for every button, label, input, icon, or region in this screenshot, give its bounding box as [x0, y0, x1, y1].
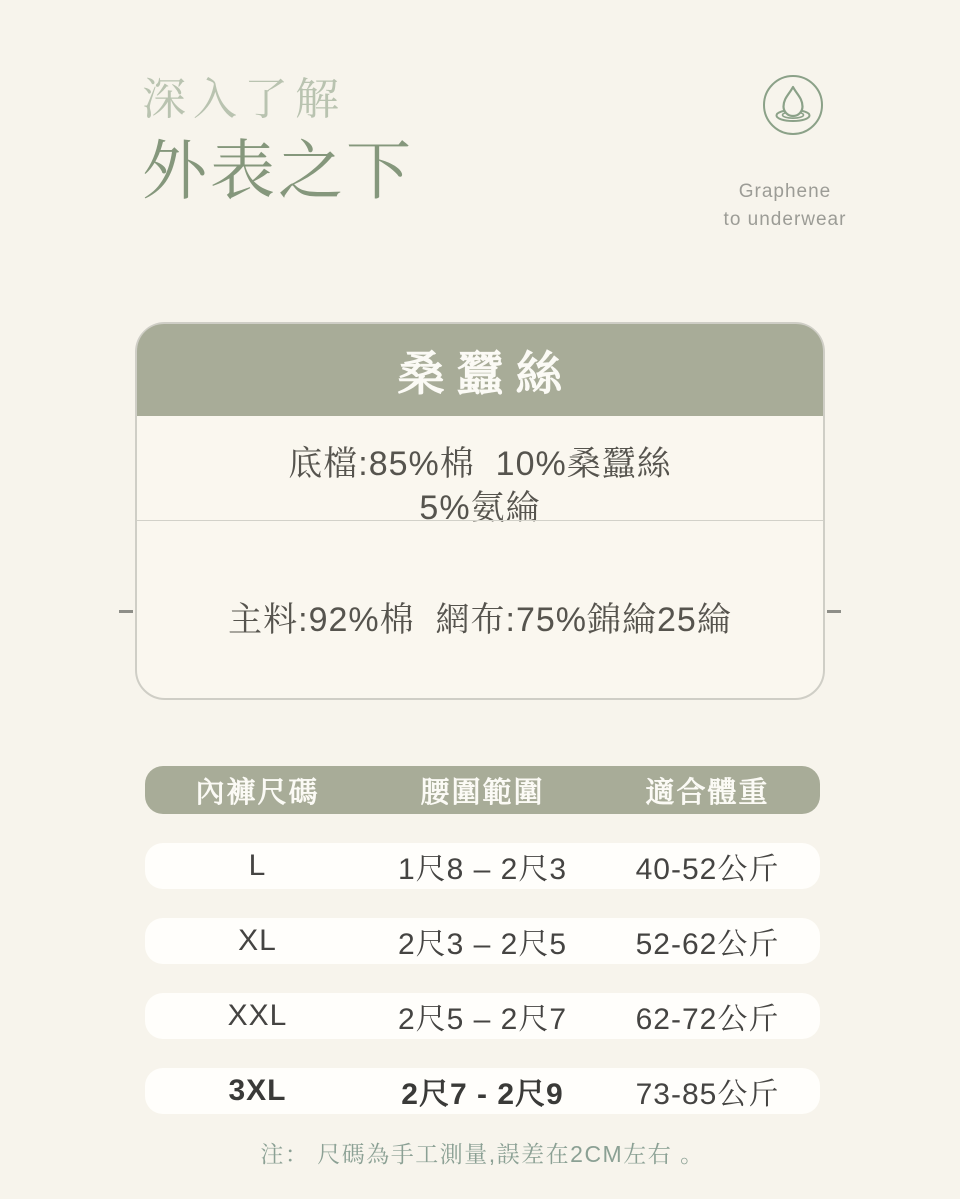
- measurement-note: 注： 尺碼為手工測量,誤差在2CM左右 。: [260, 1141, 705, 1167]
- waist-range-value: 2尺3 – 2尺5: [397, 928, 568, 961]
- composition-line-3: 主料:92%棉 網布:75%錦綸25綸: [228, 601, 732, 639]
- weight-range-value: 52-62公斤: [635, 928, 780, 961]
- weight-range-value: 40-52公斤: [635, 853, 780, 886]
- waist-range-value: 2尺5 – 2尺7: [397, 1003, 568, 1036]
- brand-caption-line2: to underwear: [723, 208, 847, 230]
- material-card: [135, 322, 825, 700]
- waist-range-value: 1尺8 – 2尺3: [397, 853, 568, 886]
- left-tick-mark: [119, 610, 133, 613]
- table-row: [145, 993, 820, 1039]
- brand-caption: [690, 178, 880, 233]
- composition-line-2: 5%氨綸: [419, 489, 541, 527]
- size-value: XL: [238, 924, 277, 957]
- column-header-size: 內褲尺碼: [195, 776, 320, 809]
- water-drop-ripple-icon: [758, 70, 828, 140]
- material-card-title: 桑蠶絲: [397, 346, 575, 400]
- weight-range-value: 62-72公斤: [635, 1003, 780, 1036]
- table-row: [145, 843, 820, 889]
- size-table-header-row: [145, 766, 820, 814]
- size-value: 3XL: [228, 1074, 287, 1107]
- weight-range-value: 73-85公斤: [635, 1078, 780, 1111]
- composition-line-1: 底檔:85%棉 10%桑蠶絲: [288, 445, 672, 483]
- page-heading: [142, 75, 415, 207]
- size-table: [145, 766, 820, 1114]
- table-row: [145, 918, 820, 964]
- column-header-weight: 適合體重: [645, 776, 770, 809]
- waist-range-value: 2尺7 - 2尺9: [401, 1078, 564, 1111]
- brand-caption-line1: Graphene: [738, 181, 832, 202]
- material-card-header: [137, 324, 823, 416]
- heading-subtitle: 深入了解: [142, 75, 346, 124]
- size-value: XXL: [227, 999, 288, 1032]
- table-row: [145, 1068, 820, 1114]
- card-divider: [137, 520, 823, 521]
- column-header-waist: 腰圍範圍: [420, 776, 545, 809]
- page-title: 外表之下: [142, 134, 415, 207]
- size-value: L: [248, 849, 267, 882]
- material-card-body: [137, 416, 823, 700]
- right-tick-mark: [827, 610, 841, 613]
